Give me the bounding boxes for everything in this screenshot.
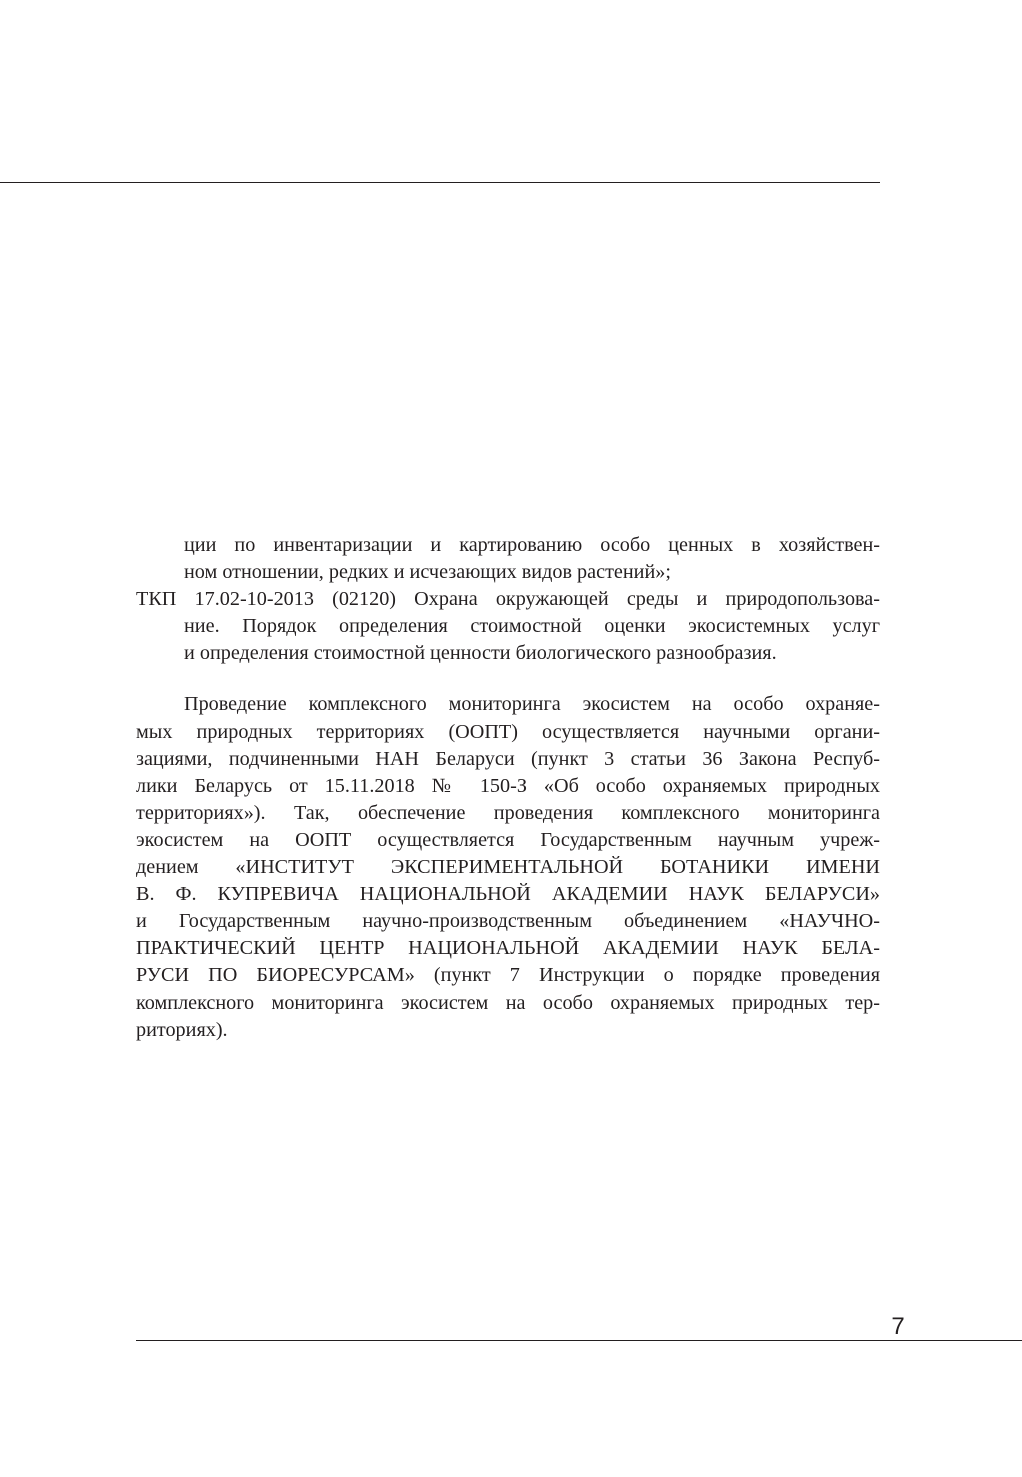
text-line: мых природных территориях (ООПТ) осуществляется научными органи- [136,720,880,743]
text-line: дением «ИНСТИТУТ ЭКСПЕРИМЕНТАЛЬНОЙ БОТАНИКИ ИМЕНИ [136,856,880,879]
text-line: лики Беларусь от 15.11.2018 № 150-З «Об особо охраняемых природных [136,774,880,797]
text-line: ТКП 17.02-10-2013 (02120) Охрана окружающей среды и природопользова- [136,588,880,611]
text-line: ние. Порядок определения стоимостной оценки экосистемных услуг [184,615,880,638]
text-line: экосистем на ООПТ осуществляется Государственным научным учреж- [136,828,880,851]
text-line: риториях). [136,1018,228,1041]
text-line: территориях»). Так, обеспечение проведения комплексного мониторинга [136,801,880,824]
text-line: Проведение комплексного мониторинга экосистем на особо охраняе- [184,693,880,716]
text-line: и Государственным научно-производственным объединением «НАУЧНО- [136,910,880,933]
text-line: РУСИ ПО БИОРЕСУРСАМ» (пункт 7 Инструкции о порядке проведения [136,964,880,987]
reference-item-tkp [136,586,880,667]
text-line: ном отношении, редких и исчезающих видов растений»; [184,561,671,584]
text-line: ПРАКТИЧЕСКИЙ ЦЕНТР НАЦИОНАЛЬНОЙ АКАДЕМИИ НАУК БЕЛА- [136,937,880,960]
reference-continuation [136,532,880,586]
body-paragraph [136,691,880,1043]
text-line: ции по инвентаризации и картированию особо ценных в хозяйствен- [184,534,880,556]
header-rule [0,182,880,183]
text-line: зациями, подчиненными НАН Беларуси (пункт 3 статьи 36 Закона Респуб- [136,747,880,770]
text-line: В. Ф. КУПРЕВИЧА НАЦИОНАЛЬНОЙ АКАДЕМИИ НАУК БЕЛАРУСИ» [136,883,880,906]
footer-rule [136,1340,1022,1341]
text-line: комплексного мониторинга экосистем на особо охраняемых природных тер- [136,991,880,1014]
page-number: 7 [891,1313,905,1340]
page-body [136,532,880,1044]
text-line: и определения стоимостной ценности биологического разнообразия. [184,642,777,665]
